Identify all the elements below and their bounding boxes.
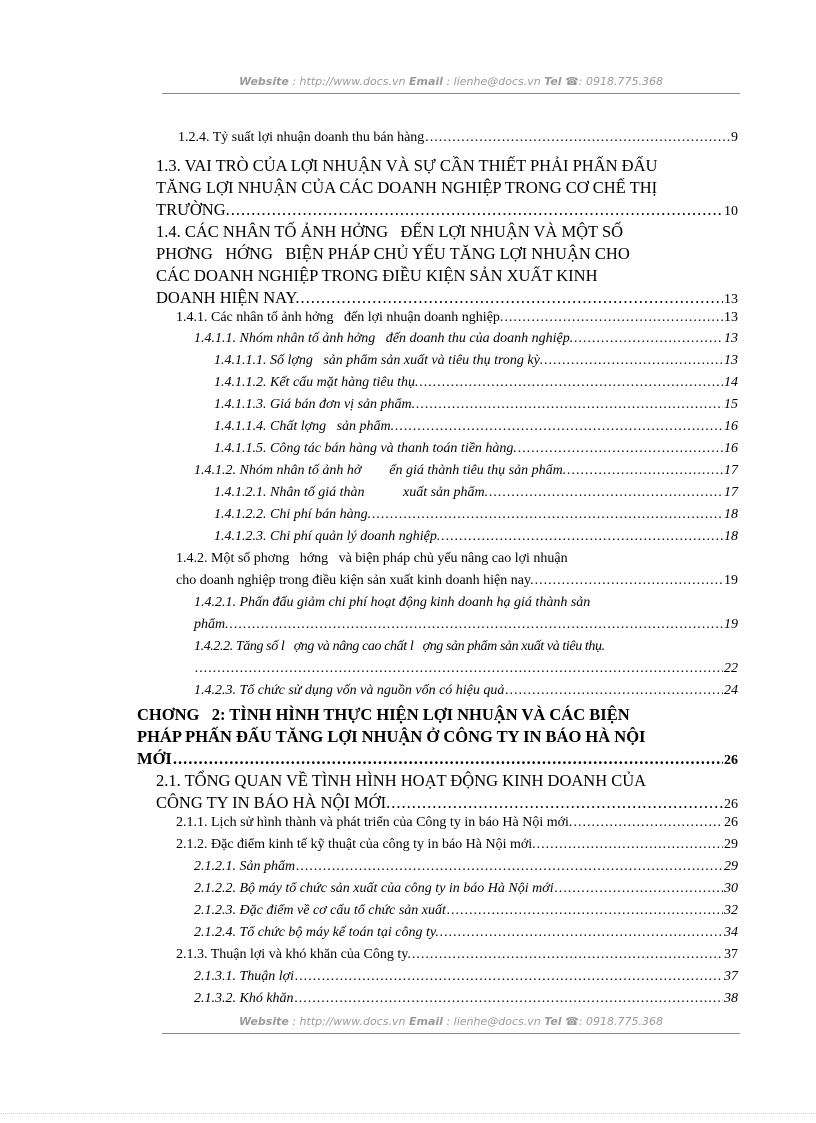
toc-entry-text: CHƠNG 2: TÌNH HÌNH THỰC HIỆN LỢI NHUẬN VÀ CÁC BIỆN bbox=[137, 705, 630, 724]
toc-entry-text: 1.4. CÁC NHÂN TỐ ẢNH HỞNG ĐẾN LỢI NHUẬN VÀ MỘT SỐ bbox=[156, 222, 624, 241]
email-label: Email bbox=[409, 75, 443, 88]
toc-leader bbox=[296, 859, 723, 875]
toc-leader bbox=[440, 925, 723, 941]
toc-page-number: 13 bbox=[724, 310, 738, 325]
toc-entry[interactable] bbox=[214, 375, 738, 391]
toc-page-number: 15 bbox=[724, 397, 738, 412]
toc-entry-cont bbox=[176, 573, 738, 589]
email-value[interactable]: : lienhe@docs.vn bbox=[446, 1015, 541, 1028]
toc-page-number: 19 bbox=[724, 573, 738, 588]
toc-page-number: 17 bbox=[724, 463, 738, 478]
toc-page-number: 19 bbox=[724, 617, 738, 632]
page-bottom-divider bbox=[0, 1113, 816, 1114]
toc-entry[interactable] bbox=[156, 222, 738, 242]
toc-leader bbox=[391, 793, 723, 813]
toc-entry-text: 2.1.2.4. Tổ chức bộ máy kế toán tại công ty. bbox=[194, 925, 439, 940]
toc-entry[interactable] bbox=[194, 859, 738, 875]
tel-label: Tel bbox=[544, 1015, 562, 1028]
website-label: Website bbox=[239, 75, 289, 88]
toc-leader bbox=[231, 200, 723, 220]
toc-leader bbox=[535, 573, 723, 589]
toc-entry[interactable] bbox=[194, 903, 738, 919]
toc-page-number: 16 bbox=[724, 441, 738, 456]
toc-entry-text: 1.4.1.1.2. Kết cấu mặt hàng tiêu thụ. bbox=[214, 375, 419, 390]
toc-entry-text: TRƯỜNG. bbox=[156, 200, 230, 219]
toc-leader bbox=[395, 419, 723, 435]
toc-entry[interactable] bbox=[176, 310, 738, 326]
toc-page-number: 10 bbox=[724, 204, 738, 219]
toc-entry-text: 1.4.2.1. Phấn đấu giảm chi phí hoạt động kinh doanh hạ giá thành sản bbox=[194, 595, 591, 610]
toc-entry[interactable] bbox=[194, 595, 738, 611]
toc-entry[interactable] bbox=[194, 639, 738, 655]
toc-entry-text: 1.4.1. Các nhân tố ảnh hởng đến lợi nhuận doanh nghiệp. bbox=[176, 310, 504, 325]
toc-page-number: 26 bbox=[724, 797, 738, 812]
toc-entry-text: 2.1.2. Đặc điểm kinh tế kỹ thuật của công ty in báo Hà Nội mới. bbox=[176, 837, 536, 852]
toc-leader bbox=[441, 529, 723, 545]
toc-entry-text: PHÁP PHẤN ĐẤU TĂNG LỢI NHUẬN Ở CÔNG TY IN BÁO HÀ NỘI bbox=[137, 727, 646, 746]
toc-entry[interactable] bbox=[176, 837, 738, 853]
toc-chapter[interactable] bbox=[137, 705, 738, 725]
toc-entry[interactable] bbox=[194, 925, 738, 941]
toc-page-number: 17 bbox=[724, 485, 738, 500]
toc-leader bbox=[295, 991, 723, 1007]
toc-entry-text: 1.4.1.2.2. Chi phí bán hàng. bbox=[214, 507, 372, 522]
toc-leader bbox=[412, 947, 723, 963]
toc-leader bbox=[544, 353, 723, 369]
toc-page-number: 18 bbox=[724, 507, 738, 522]
toc-page-number: 13 bbox=[724, 331, 738, 346]
tel-value: ☎: 0918.775.368 bbox=[565, 1015, 663, 1028]
toc-entry[interactable] bbox=[194, 991, 738, 1007]
toc-page-number: 34 bbox=[724, 925, 738, 940]
email-label: Email bbox=[409, 1015, 443, 1028]
toc-entry[interactable] bbox=[194, 463, 738, 479]
toc-entry-text: 1.3. VAI TRÒ CỦA LỢI NHUẬN VÀ SỰ CẦN THIẾT PHẢI PHẤN ĐẤU bbox=[156, 156, 658, 175]
toc-page-number: 14 bbox=[724, 375, 738, 390]
toc-entry-text: 1.4.2.3. Tổ chức sử dụng vốn và nguồn vốn có hiệu quả bbox=[194, 683, 505, 698]
toc-entry-cont bbox=[156, 288, 738, 308]
toc-entry-text: 1.4.1.2.3. Chi phí quản lý doanh nghiệp. bbox=[214, 529, 441, 544]
toc-leader bbox=[505, 683, 723, 699]
toc-entry-text: 1.4.1.1.1. Số lợng sản phẩm sản xuất và tiêu thụ trong kỳ. bbox=[214, 353, 544, 368]
toc-entry-text: cho doanh nghiệp trong điều kiện sản xuất kinh doanh hiện nay. bbox=[176, 573, 534, 588]
page-header bbox=[162, 75, 740, 88]
toc-entry[interactable] bbox=[156, 156, 738, 176]
tel-value: ☎: 0918.775.368 bbox=[565, 75, 663, 88]
toc-entry-text: 2.1. TỔNG QUAN VỀ TÌNH HÌNH HOẠT ĐỘNG KINH DOANH CỦA bbox=[156, 771, 647, 790]
toc-entry-cont bbox=[156, 244, 738, 264]
toc-leader bbox=[173, 749, 723, 769]
toc-entry-text: 1.2.4. Tỷ suất lợi nhuận doanh thu bán hàng bbox=[178, 130, 425, 145]
toc-chapter-cont bbox=[137, 727, 738, 747]
toc-leader bbox=[573, 815, 723, 831]
toc-entry[interactable] bbox=[194, 331, 738, 347]
toc-entry[interactable] bbox=[194, 969, 738, 985]
toc-page-number: 32 bbox=[724, 903, 738, 918]
toc-entry-text: DOANH HIỆN NAY. bbox=[156, 288, 300, 307]
toc-entry-text: 1.4.1.2.1. Nhân tố giá thàn xuất sản phẩm. bbox=[214, 485, 489, 500]
toc-entry[interactable] bbox=[214, 419, 738, 435]
header-rule bbox=[162, 93, 740, 94]
toc-entry[interactable] bbox=[194, 683, 738, 699]
toc-leader bbox=[489, 485, 723, 501]
toc-leader bbox=[230, 617, 723, 633]
toc-page-number: 37 bbox=[724, 947, 738, 962]
toc-page-number: 37 bbox=[724, 969, 738, 984]
toc-entry-text: 1.4.1.1.4. Chất lợng sản phẩm. bbox=[214, 419, 395, 434]
toc-page-number: 22 bbox=[724, 661, 738, 676]
toc-entry[interactable] bbox=[214, 353, 738, 369]
toc-entry-text: 2.1.3. Thuận lợi và khó khăn của Công ty. bbox=[176, 947, 411, 962]
toc-leader bbox=[300, 288, 723, 308]
toc-page-number: 30 bbox=[724, 881, 738, 896]
toc-entry-text: 1.4.1.1.3. Giá bán đơn vị sản phẩm. bbox=[214, 397, 416, 412]
footer-rule bbox=[162, 1033, 740, 1034]
tel-label: Tel bbox=[544, 75, 562, 88]
toc-entry-text: 2.1.2.1. Sản phẩm bbox=[194, 859, 296, 874]
toc-entry-text: 2.1.3.1. Thuận lợi bbox=[194, 969, 295, 984]
toc-entry[interactable] bbox=[176, 551, 738, 567]
toc-entry-cont bbox=[156, 266, 738, 286]
toc-chapter-cont bbox=[137, 749, 738, 769]
toc-leader bbox=[567, 463, 723, 479]
toc-entry-text: TĂNG LỢI NHUẬN CỦA CÁC DOANH NGHIỆP TRONG CƠ CHẾ THỊ bbox=[156, 178, 658, 197]
email-value[interactable]: : lienhe@docs.vn bbox=[446, 75, 541, 88]
toc-page-number: 24 bbox=[724, 683, 738, 698]
website-url[interactable]: : http://www.docs.vn bbox=[292, 75, 406, 88]
toc-entry-text: 1.4.1.2. Nhóm nhân tố ảnh hở ến giá thành tiêu thụ sản phẩm. bbox=[194, 463, 567, 478]
toc-entry[interactable] bbox=[214, 507, 738, 523]
toc-entry[interactable] bbox=[194, 881, 738, 897]
toc-entry-text: CÁC DOANH NGHIỆP TRONG ĐIỀU KIỆN SẢN XUẤT KINH bbox=[156, 266, 598, 285]
toc-page-number: 26 bbox=[724, 753, 738, 768]
toc-leader bbox=[574, 331, 723, 347]
toc-leader bbox=[295, 969, 723, 985]
toc-entry-text: phẩm. bbox=[194, 617, 229, 632]
toc-page-number: 13 bbox=[724, 292, 738, 307]
toc-leader bbox=[537, 837, 723, 853]
toc-leader bbox=[518, 441, 723, 457]
toc-entry-text: 1.4.2.2. Tăng số l ợng và nâng cao chất l ợng sản phẩm sản xuất và tiêu thụ. bbox=[194, 639, 605, 654]
toc-entry-cont bbox=[194, 617, 738, 633]
toc-entry[interactable] bbox=[214, 441, 738, 457]
toc-entry[interactable] bbox=[176, 815, 738, 831]
toc-page-number: 18 bbox=[724, 529, 738, 544]
page-footer bbox=[162, 1015, 740, 1028]
toc-page-number: 29 bbox=[724, 859, 738, 874]
toc-leader bbox=[195, 661, 723, 677]
toc-entry[interactable] bbox=[214, 485, 738, 501]
toc-entry-text: CÔNG TY IN BÁO HÀ NỘI MỚI. bbox=[156, 793, 391, 812]
website-url[interactable]: : http://www.docs.vn bbox=[292, 1015, 406, 1028]
toc-page-number: 26 bbox=[724, 815, 738, 830]
toc-leader bbox=[372, 507, 723, 523]
toc-entry-text: 2.1.3.2. Khó khăn bbox=[194, 991, 294, 1006]
toc-entry[interactable] bbox=[176, 947, 738, 963]
toc-entry-text: MỚI bbox=[137, 749, 172, 768]
website-label: Website bbox=[239, 1015, 289, 1028]
toc-entry-text: 1.4.1.1. Nhóm nhân tố ảnh hởng đến doanh thu của doanh nghiệp. bbox=[194, 331, 574, 346]
toc-page-number: 13 bbox=[724, 353, 738, 368]
toc-entry[interactable] bbox=[214, 529, 738, 545]
toc-leader bbox=[425, 130, 730, 146]
toc-page-number: 9 bbox=[731, 130, 738, 145]
toc-entry-text: 1.4.1.1.5. Công tác bán hàng và thanh toán tiền hàng. bbox=[214, 441, 517, 456]
toc-page-number: 29 bbox=[724, 837, 738, 852]
toc-entry-cont bbox=[194, 661, 738, 677]
toc-leader bbox=[420, 375, 723, 391]
toc-entry-text: 2.1.1. Lịch sử hình thành và phát triển của Công ty in báo Hà Nội mới. bbox=[176, 815, 573, 830]
toc-entry-text: 2.1.2.3. Đặc điểm về cơ cấu tổ chức sản xuất bbox=[194, 903, 446, 918]
toc-page-number: 16 bbox=[724, 419, 738, 434]
toc-entry-cont bbox=[156, 200, 738, 220]
toc-entry-cont bbox=[156, 178, 738, 198]
toc-entry[interactable] bbox=[156, 771, 738, 791]
toc-entry-cont bbox=[156, 793, 738, 813]
toc-entry[interactable] bbox=[178, 130, 738, 146]
toc-leader bbox=[447, 903, 723, 919]
toc-entry-text: 2.1.2.2. Bộ máy tổ chức sản xuất của công ty in báo Hà Nội mới bbox=[194, 881, 554, 896]
toc-entry-text: 1.4.2. Một số phơng hớng và biện pháp chủ yếu nâng cao lợi nhuận bbox=[176, 551, 568, 566]
toc-leader bbox=[504, 310, 723, 326]
toc-page-number: 38 bbox=[724, 991, 738, 1006]
toc-leader bbox=[416, 397, 723, 413]
toc-entry[interactable] bbox=[214, 397, 738, 413]
toc-entry-text: PHƠNG HỚNG BIỆN PHÁP CHỦ YẾU TĂNG LỢI NHUẬN CHO bbox=[156, 244, 630, 263]
toc-leader bbox=[555, 881, 723, 897]
